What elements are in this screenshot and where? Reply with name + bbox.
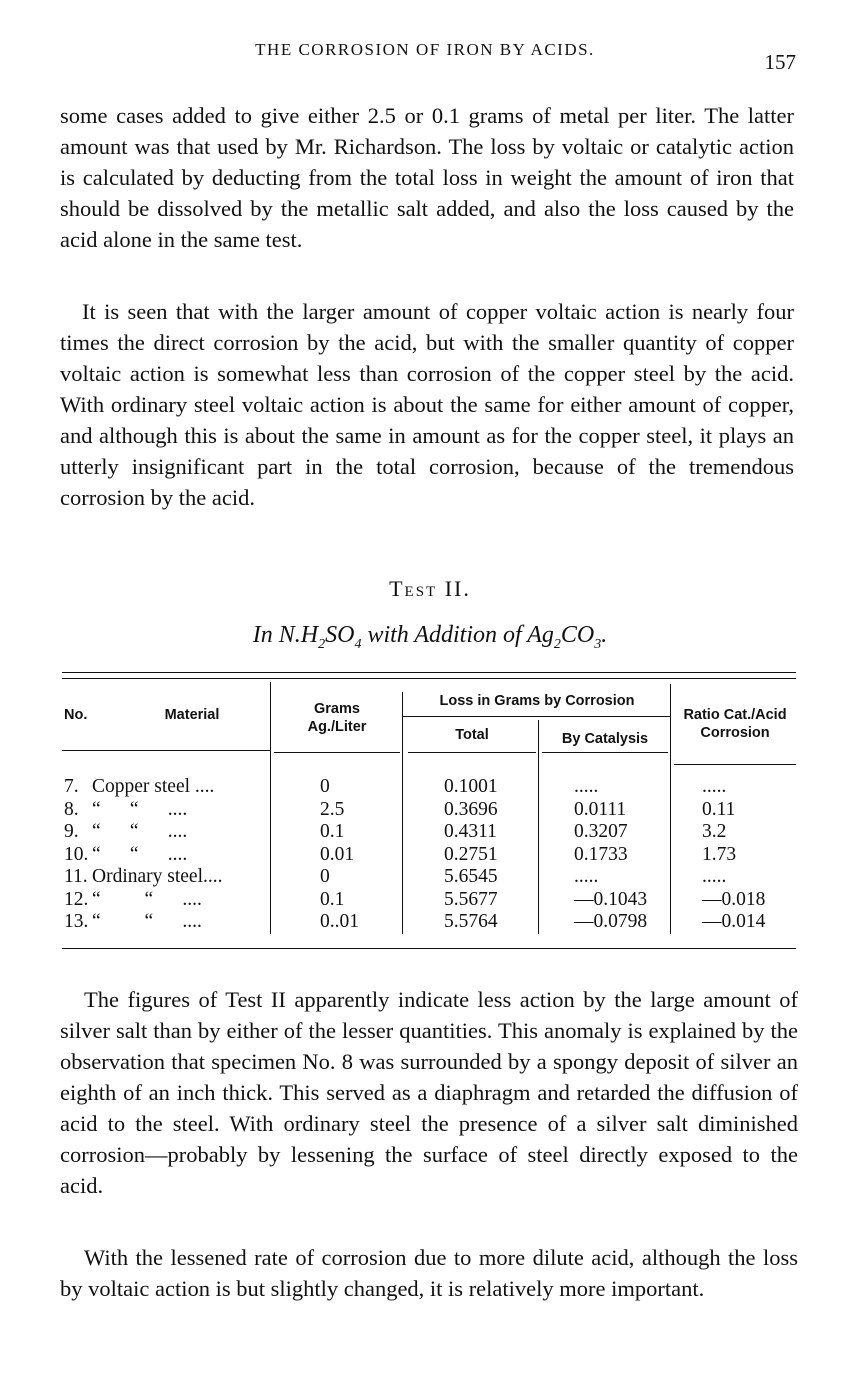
cell-grams: 0.01 [320, 843, 355, 865]
cell-material: Copper steel .... [92, 776, 215, 797]
header-rule [62, 750, 270, 751]
table-top-rule [62, 678, 796, 679]
running-title: THE CORROSION OF IRON BY ACIDS. [255, 40, 595, 59]
header-ratio-line2: Corrosion [700, 725, 770, 741]
cell-no: 13. [64, 911, 89, 932]
cell-material: “ “ .... [92, 821, 188, 842]
cell-no: 9. [64, 821, 79, 842]
page-number: 157 [764, 50, 796, 74]
header-ratio-line1: Ratio Cat./Acid [683, 707, 787, 723]
cell-total: 0.2751 [444, 843, 498, 865]
cell-catalysis: 0.3207 [574, 821, 628, 842]
column-total [444, 776, 534, 934]
cell-grams: 0..01 [320, 911, 359, 932]
header-rule [408, 752, 536, 753]
group-header-rule [402, 716, 670, 717]
header-rule [674, 764, 796, 765]
subtitle-text: CO [560, 622, 595, 648]
cell-grams: 0 [320, 776, 330, 797]
body-paragraph: It is seen that with the larger amount of copper voltaic action is nearly four times the direct corrosion by the acid, but with the smaller quantity of copper voltaic action is somewhat less than corrosion of the copper steel by the acid. With ordinary steel voltaic action is about the same for either amount of copper, and although this is about the same in amount as for the copper steel, it plays an utterly insignificant part in the total corrosion, because of the tremendous corrosion by the acid. [60, 299, 794, 510]
cell-ratio: 1.73 [702, 843, 737, 865]
cell-catalysis: 0.0111 [574, 798, 627, 820]
cell-material: Ordinary steel.... [92, 866, 223, 887]
subtitle-subscript: 3 [594, 636, 602, 652]
cell-no: 12. [64, 888, 89, 910]
header-total: Total [455, 727, 489, 743]
cell-total: 5.5677 [444, 888, 498, 910]
header-rule [542, 752, 668, 753]
header-ratio [672, 706, 798, 742]
cell-ratio: ..... [702, 776, 727, 797]
column-catalysis [574, 776, 674, 934]
subtitle-subscript: 2 [553, 636, 561, 652]
subtitle-text: with Addition of Ag [361, 622, 554, 648]
subtitle-subscript: 4 [354, 636, 362, 652]
subtitle-text: . [601, 622, 608, 648]
cell-catalysis: ..... [574, 866, 599, 887]
cell-catalysis: —0.1043 [574, 888, 648, 910]
cell-grams: 2.5 [320, 798, 345, 820]
cell-ratio: 3.2 [702, 821, 727, 842]
cell-catalysis: 0.1733 [574, 843, 628, 865]
cell-no: 11. [64, 866, 88, 887]
column-grams [320, 776, 400, 934]
cell-material: “ “ .... [92, 798, 188, 820]
cell-grams: 0.1 [320, 888, 345, 910]
cell-total: 0.3696 [444, 798, 498, 820]
subtitle-subscript: 2 [318, 636, 326, 652]
cell-no: 7. [64, 776, 79, 797]
cell-material: “ “ .... [92, 843, 188, 865]
cell-material: “ “ .... [92, 911, 202, 932]
header-grams-line1: Grams [314, 701, 360, 717]
table-top-rule [62, 672, 796, 673]
body-paragraph: some cases added to give either 2.5 or 0.1 grams of metal per liter. The latter amount was that used by Mr. Richardson. The loss by voltaic or catalytic action is calculated by deducting from the total loss in weight the amount of iron that should be dissolved by the metallic salt added, and also the loss caused by the acid alone in the same test. [60, 103, 794, 252]
test-subtitle [0, 622, 860, 653]
cell-total: 5.5764 [444, 911, 498, 932]
header-no: No. [64, 707, 88, 723]
subtitle-text: In N.H [252, 622, 319, 648]
cell-material: “ “ .... [92, 888, 202, 910]
body-paragraph: With the lessened rate of corrosion due to more dilute acid, although the loss by voltaic action is but slightly changed, it is relatively more important. [60, 1245, 798, 1301]
cell-ratio: ..... [702, 866, 727, 887]
cell-ratio: —0.018 [702, 888, 766, 910]
page-header [60, 36, 800, 76]
header-catalysis: By Catalysis [561, 731, 649, 747]
column-material [92, 776, 270, 934]
test-title: Test II. [389, 576, 471, 601]
cell-no: 8. [64, 798, 79, 820]
cell-ratio: —0.014 [702, 911, 766, 932]
body-paragraph: The figures of Test II apparently indicate less action by the large amount of silver salt than by either of the lesser quantities. This anomaly is explained by the observation that specimen No. 8 was surrounded by a spongy deposit of silver an eighth of an inch thick. This served as a diaphragm and retarded the diffusion of acid to the steel. With ordinary steel the presence of a silver salt diminished corrosion—probably by lessening the surface of steel directly exposed to the acid. [60, 987, 798, 1198]
cell-ratio: 0.11 [702, 798, 736, 820]
cell-grams: 0 [320, 866, 330, 887]
cell-grams: 0.1 [320, 821, 345, 842]
data-table [62, 668, 796, 953]
subtitle-text: SO [325, 622, 355, 648]
column-ratio [702, 776, 792, 934]
cell-total: 5.6545 [444, 866, 498, 887]
column-divider [402, 692, 403, 934]
cell-catalysis: ..... [574, 776, 599, 797]
header-grams-line2: Ag./Liter [307, 719, 367, 735]
column-divider [270, 682, 271, 934]
column-no [64, 776, 94, 934]
header-rule [274, 752, 400, 753]
header-loss-group: Loss in Grams by Corrosion [439, 693, 635, 709]
cell-catalysis: —0.0798 [574, 911, 648, 932]
header-grams [274, 700, 400, 736]
header-material: Material [164, 707, 220, 723]
column-divider [538, 720, 539, 934]
table-bottom-rule [62, 948, 796, 949]
cell-total: 0.1001 [444, 776, 498, 797]
cell-total: 0.4311 [444, 821, 497, 842]
cell-no: 10. [64, 843, 89, 865]
